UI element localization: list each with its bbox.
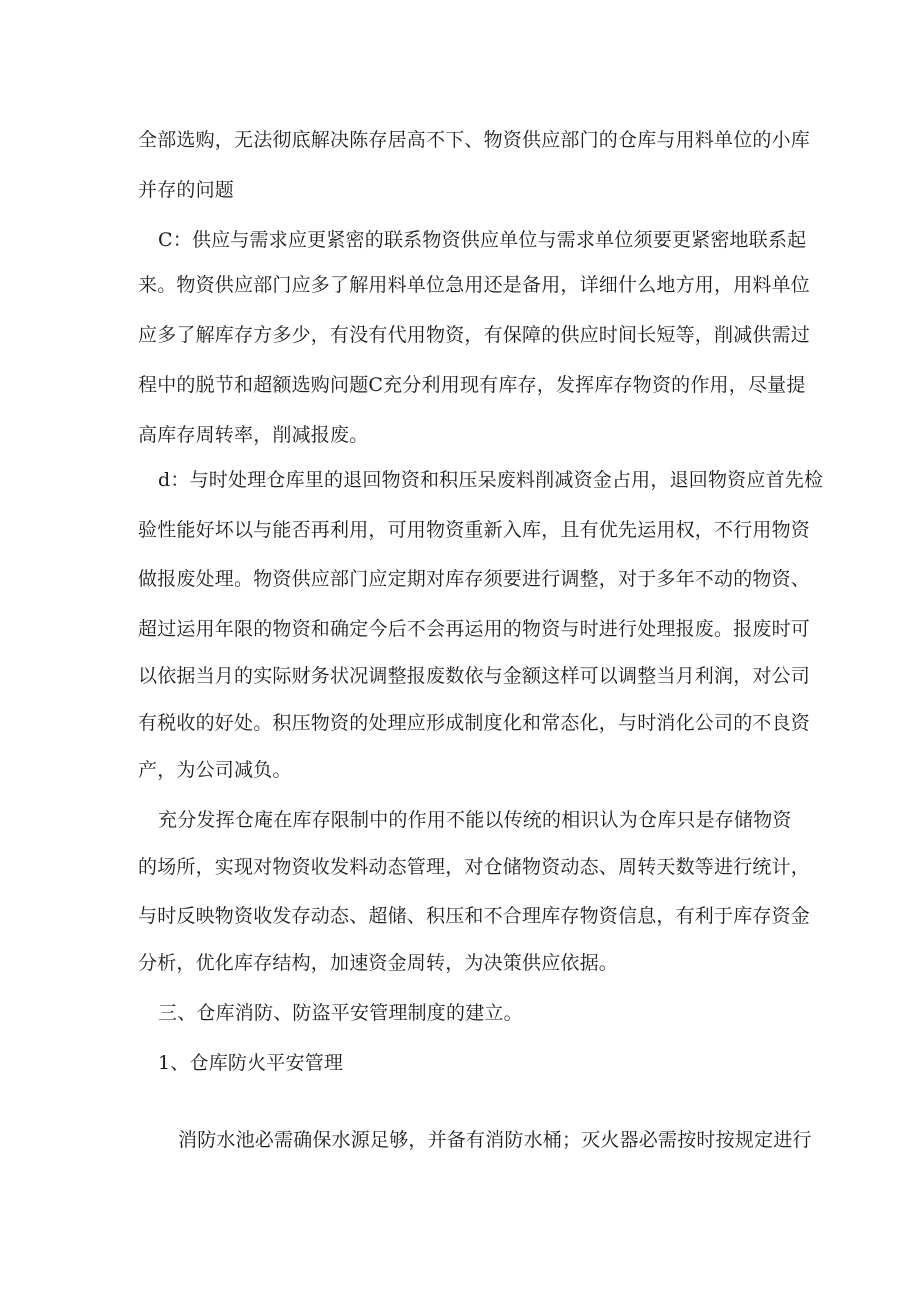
section-three-heading: 三、仓库消防、防盗平安管理制度的建立。 xyxy=(158,1002,523,1024)
body-text-line: 应多了解库存方多少，有没有代用物资，有保障的供应时间长短等，削减供需过 xyxy=(138,324,811,346)
body-text-line: 产，为公司减负。 xyxy=(138,759,292,781)
body-text-line: 高库存周转率，削减报废。 xyxy=(138,424,369,446)
body-text-line: 有税收的好处。积压物资的处理应形成制度化和常态化，与时消化公司的不良资 xyxy=(138,712,811,734)
body-text-line: 做报废处理。物资供应部门应定期对库存须要进行调整，对于多年不动的物资、 xyxy=(138,568,811,590)
body-text-line: 全部选购，无法彻底解决陈存居高不下、物资供应部门的仓库与用料单位的小库 xyxy=(138,129,811,151)
body-text-line: 以依据当月的实际财务状况调整报废数依与金额这样可以调整当月利润，对公司 xyxy=(138,665,811,687)
section-c-heading-line: C：供应与需求应更紧密的联系物资供应单位与需求单位须要更紧密地联系起 xyxy=(158,229,807,251)
body-text-line: 分析，优化库存结构，加速资金周转，为决策供应依据。 xyxy=(138,952,619,974)
body-text-line: 验性能好坏以与能否再利用，可用物资重新入库，且有优先运用权，不行用物资 xyxy=(138,519,811,541)
body-text-line: 与时反映物资收发存动态、超储、积压和不合理库存物资信息，有利于库存资金 xyxy=(138,905,811,927)
paragraph-start-line: 充分发挥仓庵在库存限制中的作用不能以传统的相识认为仓库只是存储物资 xyxy=(158,809,792,831)
paragraph-start-line: 消防水池必需确保水源足够，并备有消防水桶；灭火器必需按时按规定进行 xyxy=(178,1129,812,1151)
body-text-line: 超过运用年限的物资和确定今后不会再运用的物资与时进行处理报废。报废时可 xyxy=(138,618,811,640)
body-text-line: 来。物资供应部门应多了解用料单位急用还是备用，详细什么地方用，用料单位 xyxy=(138,274,811,296)
section-d-heading-line: d：与时处理仓库里的退回物资和积压呆废料削减资金占用，退回物资应首先检 xyxy=(158,469,824,491)
body-text-line: 并存的问题 xyxy=(138,179,235,201)
body-text-line: 的场所，实现对物资收发料动态管理，对仓储物资动态、周转天数等进行统计， xyxy=(138,856,811,878)
body-text-line: 程中的脱节和超额选购问题C充分利用现有库存，发挥库存物资的作用，尽量提 xyxy=(138,374,806,396)
subsection-1-heading: 1、仓库防火平安管理 xyxy=(158,1052,344,1074)
